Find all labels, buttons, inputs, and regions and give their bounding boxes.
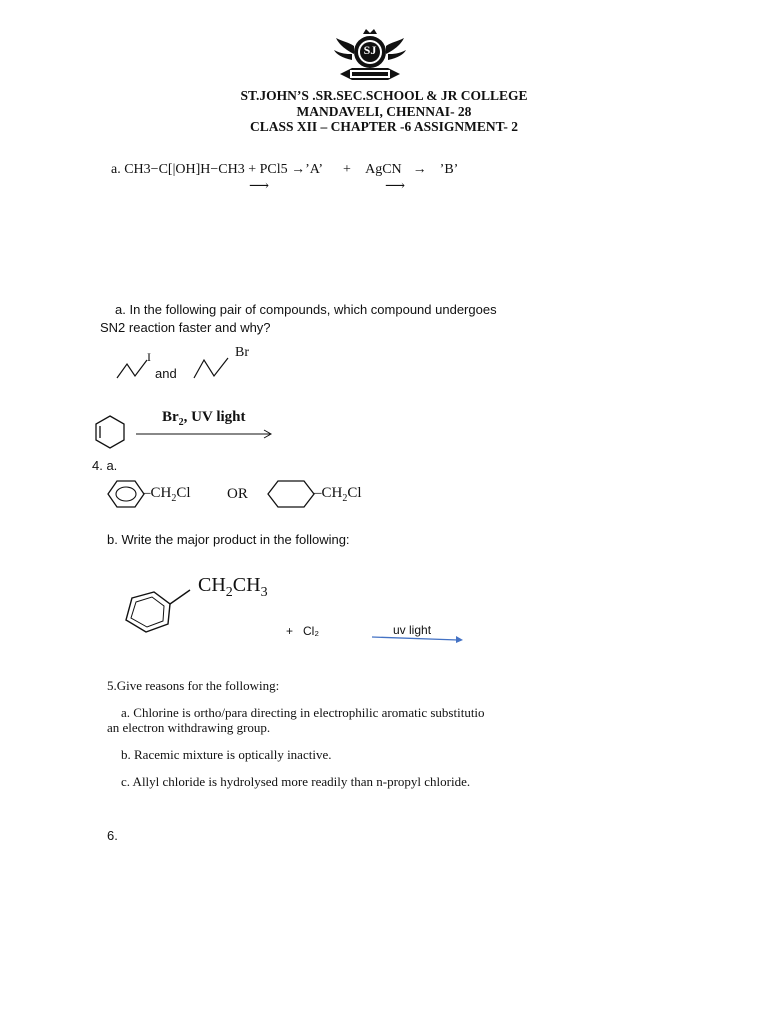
- question-5a-line1: a. Chlorine is ortho/para directing in electrophilic aromatic substitutio: [121, 705, 485, 720]
- question-5-title: 5.Give reasons for the following:: [107, 678, 280, 693]
- iodo-label: I: [147, 350, 151, 364]
- under-arrow-2: ⟶: [385, 179, 406, 194]
- ethyl-ch: CH: [198, 574, 226, 596]
- cyclohexylmethyl-chloride-group: $-CH_2Cl$: [314, 485, 362, 504]
- cl-right: Cl: [347, 485, 362, 501]
- ethyl-ch-mid: CH: [232, 574, 261, 596]
- benzyl-chloride-group: $-CH_2Cl$: [143, 485, 191, 504]
- br-subscript: 2: [178, 417, 184, 428]
- question-4b-text: b. Write the major product in the following:: [107, 532, 350, 547]
- reaction-equation: CH3−C[|OH]H−CH3 + PCl5 →’A’: [124, 162, 322, 177]
- question-6-label: 6.: [107, 828, 118, 843]
- cyclohexyl-ring-structure: [268, 479, 316, 509]
- reagent-agcn: AgCN: [365, 162, 402, 177]
- reaction-arrow-br2: [136, 426, 274, 436]
- ch-right-sub: 2: [342, 493, 348, 504]
- uv-light-label: uv light: [393, 623, 432, 637]
- or-text: OR: [227, 486, 248, 502]
- under-arrow-1: ⟶: [249, 179, 270, 194]
- question-4-label: 4. a.: [92, 458, 118, 473]
- sn2-question-line2: SN2 reaction faster and why?: [100, 320, 271, 335]
- question-5c: c. Allyl chloride is hydrolysed more readily than n-propyl chloride.: [121, 774, 471, 789]
- bromo-compound-structure: [192, 350, 236, 382]
- and-text: and: [155, 366, 177, 381]
- question-5a-line2: an electron withdrawing group.: [107, 720, 271, 735]
- question-label: a.: [111, 162, 121, 177]
- question-a-reaction: [111, 162, 458, 178]
- blue-reaction-arrow: [372, 632, 464, 644]
- ethyl-sub2: 3: [260, 585, 268, 600]
- br-reagent: Br: [162, 409, 179, 425]
- reaction-arrow: →: [412, 162, 427, 177]
- plus-chlorine: + Cl₂: [286, 624, 319, 638]
- bromo-label: Br: [235, 345, 249, 360]
- plus-sign: +: [342, 162, 351, 177]
- ethylbenzene-structure: [118, 588, 198, 636]
- benzyl-ring-structure: [108, 479, 148, 509]
- ch-left-sub: 2: [171, 493, 177, 504]
- school-name: ST.JOHN’S .SR.SEC.SCHOOL & JR COLLEGE: [240, 88, 528, 103]
- question-5b: b. Racemic mixture is optically inactive.: [121, 747, 332, 762]
- ch-right: CH: [321, 485, 343, 501]
- ethyl-sub1: 2: [225, 585, 233, 600]
- crest-monogram: SJ: [363, 43, 377, 57]
- assignment-title: CLASS XII – CHAPTER -6 ASSIGNMENT- 2: [249, 119, 519, 134]
- school-address: MANDAVELI, CHENNAI- 28: [296, 104, 472, 119]
- cyclohexene-structure: [92, 414, 128, 450]
- school-crest-logo: [332, 28, 408, 82]
- sn2-question-line1: a. In the following pair of compounds, which compound undergoes: [115, 302, 497, 317]
- cl-left: Cl: [176, 485, 191, 501]
- uv-light-text: , UV light: [183, 409, 246, 425]
- product-b: ’B’: [439, 162, 459, 177]
- ch-left: CH: [150, 485, 172, 501]
- ethyl-group-label: [198, 574, 268, 601]
